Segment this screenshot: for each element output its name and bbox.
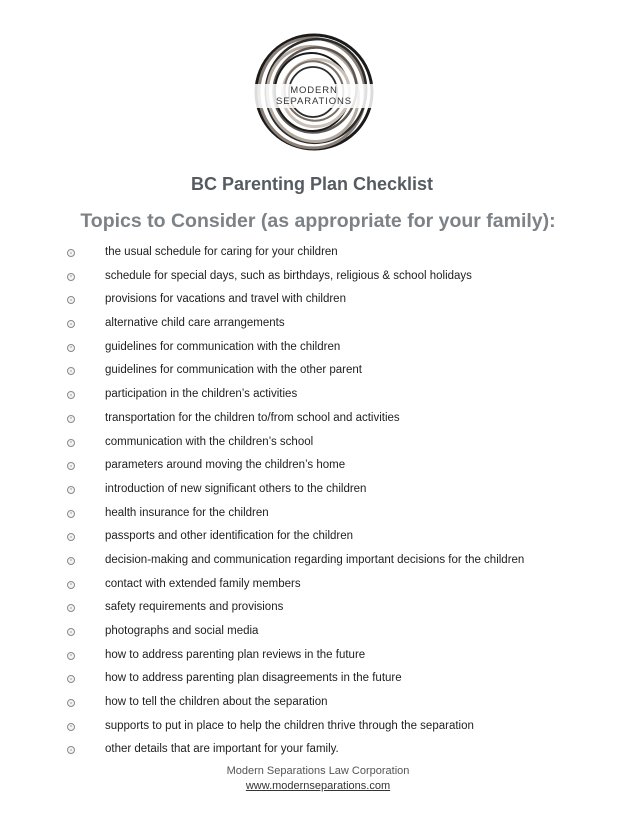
circle-bullet-icon — [67, 320, 75, 328]
checklist-item — [0, 669, 624, 693]
checklist-item-text: introduction of new significant others to the children — [105, 482, 367, 495]
circle-bullet-icon — [67, 510, 75, 518]
checklist-item-text: how to address parenting plan disagreements in the future — [105, 672, 402, 685]
page-subtitle: Topics to Consider (as appropriate for your family): — [80, 210, 556, 232]
circle-bullet-icon — [67, 675, 75, 683]
circle-bullet-icon — [67, 533, 75, 541]
checklist-item — [0, 456, 624, 480]
checklist-item — [0, 740, 624, 764]
checklist-item — [0, 243, 624, 267]
circle-bullet-icon — [67, 296, 75, 304]
checklist-item — [0, 527, 624, 551]
circle-bullet-icon — [67, 367, 75, 375]
circle-bullet-icon — [67, 604, 75, 612]
checklist-item-text: the usual schedule for caring for your children — [105, 246, 338, 258]
checklist-item — [0, 622, 624, 646]
circle-bullet-icon — [67, 486, 75, 494]
checklist-item-text: photographs and social media — [105, 625, 259, 637]
checklist-item — [0, 646, 624, 670]
checklist-item-text: transportation for the children to/from school and activities — [105, 411, 400, 424]
circle-bullet-icon — [67, 746, 75, 754]
checklist-item-text: communication with the children’s school — [105, 435, 314, 448]
checklist-item — [0, 290, 624, 314]
checklist-item-text: health insurance for the children — [105, 506, 269, 519]
circle-bullet-icon — [67, 273, 75, 281]
checklist-item-text: participation in the children’s activities — [105, 388, 298, 401]
checklist-item — [0, 598, 624, 622]
checklist-item-text: supports to put in place to help the children thrive through the separation — [105, 719, 474, 732]
page-title: BC Parenting Plan Checklist — [190, 174, 434, 194]
checklist-item — [0, 409, 624, 433]
circle-bullet-icon — [67, 581, 75, 589]
circle-bullet-icon — [67, 415, 75, 423]
footer-website-link[interactable]: www.modernseparations.com — [245, 780, 391, 792]
checklist-item-text: guidelines for communication with the other parent — [105, 364, 362, 377]
checklist-item — [0, 480, 624, 504]
checklist-item-text: other details that are important for your family. — [105, 743, 339, 756]
checklist-item-text: provisions for vacations and travel with children — [105, 293, 346, 306]
checklist-item — [0, 575, 624, 599]
circle-bullet-icon — [67, 723, 75, 731]
logo-text: MODERN SEPARATIONS — [252, 84, 376, 108]
circle-bullet-icon — [67, 391, 75, 399]
checklist-item-text: how to address parenting plan reviews in the future — [105, 648, 366, 661]
checklist-item — [0, 433, 624, 457]
circle-bullet-icon — [67, 628, 75, 636]
circle-bullet-icon — [67, 249, 75, 257]
checklist-item — [0, 338, 624, 362]
checklist-item-text: passports and other identification for the children — [105, 530, 354, 543]
circle-bullet-icon — [67, 344, 75, 352]
checklist — [0, 243, 624, 764]
checklist-item — [0, 361, 624, 385]
logo — [252, 30, 376, 154]
checklist-item — [0, 504, 624, 528]
circle-bullet-icon — [67, 462, 75, 470]
checklist-item — [0, 551, 624, 575]
checklist-item — [0, 717, 624, 741]
checklist-item — [0, 693, 624, 717]
checklist-item-text: guidelines for communication with the children — [105, 340, 341, 353]
checklist-item-text: how to tell the children about the separation — [105, 696, 328, 709]
checklist-item-text: alternative child care arrangements — [105, 317, 285, 330]
checklist-item-text: schedule for special days, such as birthdays, religious & school holidays — [105, 269, 472, 282]
checklist-item-text: decision-making and communication regarding important decisions for the children — [105, 553, 525, 566]
circle-bullet-icon — [67, 557, 75, 565]
checklist-item — [0, 385, 624, 409]
checklist-item-text: parameters around moving the children’s home — [105, 459, 346, 472]
checklist-item — [0, 314, 624, 338]
circle-bullet-icon — [67, 699, 75, 707]
circle-bullet-icon — [67, 439, 75, 447]
checklist-item-text: safety requirements and provisions — [105, 601, 284, 614]
checklist-item-text: contact with extended family members — [105, 577, 301, 590]
circle-bullet-icon — [67, 652, 75, 660]
checklist-item — [0, 267, 624, 291]
footer-company-name: Modern Separations Law Corporation — [226, 765, 410, 777]
